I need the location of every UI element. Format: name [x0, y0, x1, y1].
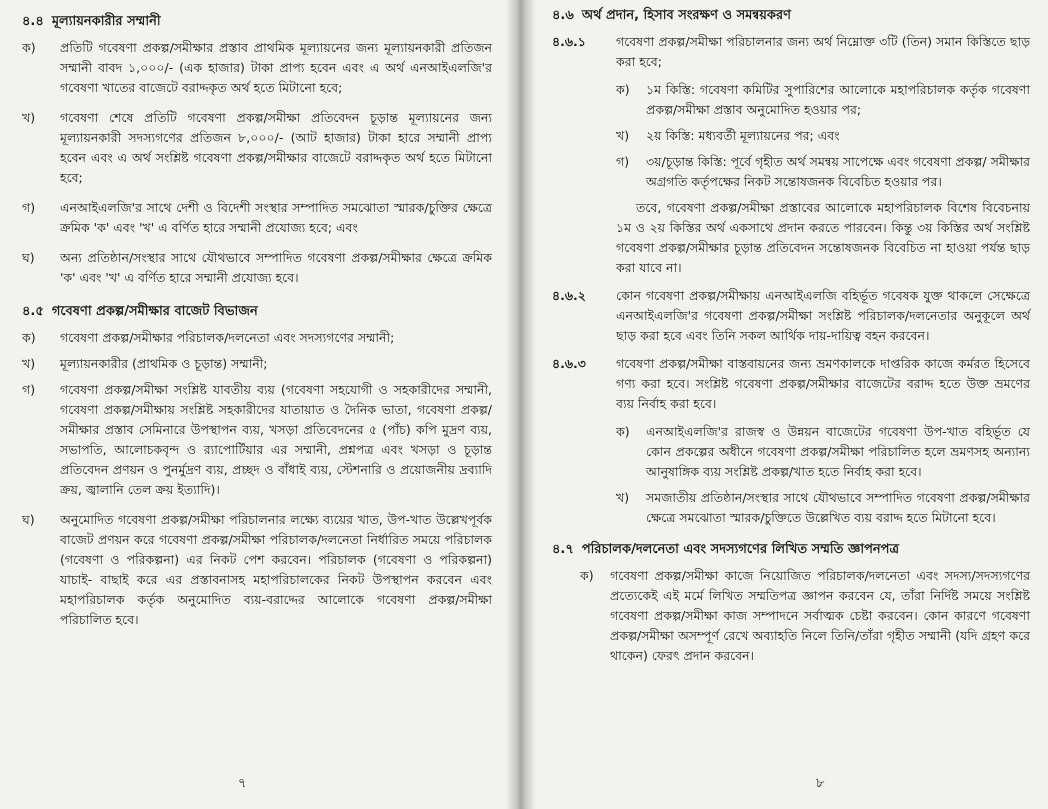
section-title-4-4: [22, 12, 492, 32]
subsection-4-6-3: [552, 354, 1030, 414]
item-label: ক): [580, 568, 594, 583]
item-label: ঘ): [22, 512, 35, 527]
left-page: [0, 0, 516, 809]
subsection-number: ৪.৬.২: [552, 288, 586, 303]
section-heading: পরিচালক/দলনেতা এবং সদস্যগণের লিখিত সম্মতি জ্ঞাপনপত্র: [581, 542, 900, 557]
list-item: [22, 328, 492, 348]
item-text: ২য় কিস্তি: মধ্যবর্তী মূল্যায়নের পর; এবং: [646, 128, 840, 143]
subsection-text: গবেষণা প্রকল্প/সমীক্ষা পরিচালনার জন্য অর্থ নিম্নোক্ত ৩টি (তিন) সমান কিস্তিতে ছাড় করা হবে;: [616, 34, 1030, 69]
item-label: গ): [22, 200, 36, 215]
list-item: [22, 38, 492, 98]
item-label: খ): [22, 356, 36, 371]
list-item: [616, 422, 1030, 482]
item-label: ক): [616, 424, 630, 439]
item-text: মূল্যায়নকারীর (প্রাথমিক ও চূড়ান্ত) সম্মানী;: [60, 356, 268, 371]
list-item: [616, 488, 1030, 528]
page-number: ৮: [816, 776, 825, 791]
subsection-4-6-1: [552, 32, 1030, 72]
item-text: এনআইএলজি'র সাথে দেশী ও বিদেশী সংস্থার সম্পাদিত সমঝোতা স্মারক/চুক্তির ক্ষেত্রে ক্রমিক 'ক' এবং 'খ' এ বর্ণিত হারে সম্মানী প্রযোজ্য হবে; এবং: [60, 200, 492, 235]
item-label: খ): [616, 490, 630, 505]
page-number: ৭: [238, 776, 247, 791]
list-item: [22, 198, 492, 238]
subsection-text: গবেষণা প্রকল্প/সমীক্ষা বাস্তবায়নের জন্য ভ্রমণকালকে দাপ্তরিক কাজে কর্মরত হিসেবে গণ্য করা হবে। সংশ্লিষ্ট গবেষণা প্রকল্প/সমীক্ষার বাজেটের বরাদ্দ হতে উক্ত ভ্রমণের ব্যয় নির্বাহ করা হবে।: [616, 356, 1030, 411]
item-label: ক): [22, 40, 36, 55]
item-text: গবেষণা শেষে প্রতিটি গবেষণা প্রকল্প/সমীক্ষা প্রতিবেদন চূড়ান্ত মূল্যায়নের জন্য মূল্যায়নকারী সদস্যগণের প্রতিজন ৮,০০০/- (আট হাজার) টাকা হারে সম্মানী প্রাপ্য হবেন এবং এ অর্থ সংশ্লিষ্ট গবেষণা প্রকল্প/সমীক্ষার বাজেটে বরাদ্দকৃত অর্থ হতে মিটানো হবে;: [60, 110, 492, 185]
item-label: ক): [616, 82, 630, 97]
item-label: গ): [616, 154, 630, 169]
item-label: গ): [22, 382, 36, 397]
section-heading: অর্থ প্রদান, হিসাব সংরক্ষণ ও সমন্বয়করণ: [581, 8, 792, 23]
subsection-number: ৪.৬.১: [552, 34, 586, 49]
item-text: ৩য়/চূড়ান্ত কিস্তি: পূর্বে গৃহীত অর্থ সমন্বয় সাপেক্ষে এবং গবেষণা প্রকল্প/ সমীক্ষার অগ্রগতি কর্তৃপক্ষের নিকট সন্তোষজনক বিবেচিত হওয়ার পর।: [646, 154, 1030, 189]
subsection-note: তবে, গবেষণা প্রকল্প/সমীক্ষা প্রস্তাবের আলোকে মহাপরিচালক বিশেষ বিবেচনায় ১ম ও ২য় কিস্তির অর্থ একসাথে প্রদান করতে পারবেন। কিন্তু ৩য় কিস্তির অর্থ সংশ্লিষ্ট গবেষণা প্রকল্প/সমীক্ষার চূড়ান্ত প্রতিবেদন সন্তোষজনক বিবেচিত না হাওয়া পর্যন্ত ছাড় করা যাবে না।: [616, 200, 1030, 275]
right-page: [516, 0, 1048, 809]
section-title-4-7: [552, 540, 1030, 560]
item-text: গবেষণা প্রকল্প/সমীক্ষার পরিচালক/দলনেতা এবং সদস্যগণের সম্মানী;: [60, 330, 395, 345]
list-item: [22, 248, 492, 288]
section-title-4-6: [552, 6, 1030, 26]
item-text: ১ম কিস্তি: গবেষণা কমিটির সুপারিশের আলোকে মহাপরিচালক কর্তৃক গবেষণা প্রকল্প/সমীক্ষা প্রস্তাব অনুমোদিত হওয়ার পর;: [646, 82, 1030, 117]
item-text: এনআইএলজি'র রাজস্ব ও উন্নয়ন বাজেটের গবেষণা উপ-খাত বহির্ভূত যে কোন প্রকল্পের অধীনে গবেষণা প্রকল্প/সমীক্ষা পরিচালিত হলে ভ্রমণসহ অন্যান্য আনুষাঙ্গিক ব্যয় সংশ্লিষ্ট প্রকল্প/খাত হতে নির্বাহ করা হবে।: [646, 424, 1030, 479]
list-item: [580, 566, 1030, 666]
item-text: গবেষণা প্রকল্প/সমীক্ষা সংশ্লিষ্ট যাবতীয় ব্যয় (গবেষণা সহযোগী ও সহকারীদের সম্মানী, গবেষণা প্রকল্প/সমীক্ষায় সংশ্লিষ্ট সহকারীদের যাতায়াত ও দৈনিক ভাতা, গবেষণা প্রকল্প/সমীক্ষার প্রস্তাব সেমিনারে উপস্থাপন ব্যয়, খসড়া প্রতিবেদনের ৫ (পাঁচ) কপি মুদ্রণ ব্যয়, সভাপতি, আলোচকবৃন্দ ও র‍্যাপোর্টিয়ার এর সম্মানী, প্রশ্নপত্র এবং খসড়া ও চূড়ান্ত প্রতিবেদন প্রণয়ন ও পুনর্মুদ্রণ ব্যয়, প্রচ্ছদ ও বাঁধাই ব্যয়, স্টেশনারি ও প্রয়োজনীয় দ্রব্যাদি ক্রয়, জ্বালানি তেল ক্রয় ইত্যাদি)।: [60, 382, 492, 497]
list-item: [616, 152, 1030, 192]
section-number: ৪.৬: [552, 8, 574, 23]
section-title-4-5: [22, 302, 492, 322]
section-number: ৪.৪: [22, 14, 44, 29]
list-item: [22, 108, 492, 188]
item-label: ঘ): [22, 250, 35, 265]
section-number: ৪.৭: [552, 542, 574, 557]
subsection-4-6-2: [552, 286, 1030, 346]
list-item: [22, 380, 492, 500]
list-item: [616, 80, 1030, 120]
list-item: [616, 126, 1030, 146]
subsection-text: কোন গবেষণা প্রকল্প/সমীক্ষায় এনআইএলজি বহির্ভূত গবেষক যুক্ত থাকলে সেক্ষেত্রে এনআইএলজি'র গবেষণা প্রকল্প/সমীক্ষা সংশ্লিষ্ট পরিচালক/দলনেতার অনুকূলে অর্থ ছাড় করা হবে এবং তিনি সকল আর্থিক দায়-দায়িত্ব বহন করবেন।: [616, 288, 1030, 343]
item-label: খ): [616, 128, 630, 143]
section-heading: মূল্যায়নকারীর সম্মানী: [51, 14, 161, 29]
item-label: ক): [22, 330, 36, 345]
item-text: গবেষণা প্রকল্প/সমীক্ষা কাজে নিয়োজিত পরিচালক/দলনেতা এবং সদস্য/সদস্যগণের প্রত্যেকেই এই মর্মে লিখিত সম্মতিপত্র জ্ঞাপন করবেন যে, তাঁরা নির্দিষ্ট সময়ে সংশ্লিষ্ট গবেষণা প্রকল্প/সমীক্ষা কাজ সম্পাদনে সর্বাত্মক চেষ্টা করবেন। কোন কারণে গবেষণা প্রকল্প/সমীক্ষা অসম্পূর্ণ রেখে অব্যাহতি নিলে তিনি/তাঁরা গৃহীত সম্মানী (যদি গ্রহণ করে থাকেন) ফেরৎ প্রদান করবেন।: [610, 568, 1030, 663]
list-item: [22, 510, 492, 630]
item-text: অনুমোদিত গবেষণা প্রকল্প/সমীক্ষা পরিচালনার লক্ষ্যে ব্যয়ের খাত, উপ-খাত উল্লেখপূর্বক বাজেট প্রণয়ন করে গবেষণা প্রকল্প/সমীক্ষা পরিচালক/দলনেতা নির্ধারিত সময়ে পরিচালক (গবেষণা ও পরিকল্পনা) এর নিকট পেশ করবেন। পরিচালক (গবেষণা ও পরিকল্পনা) যাচাই- বাছাই করে এর প্রস্তাবনাসহ মহাপরিচালকের নিকট উপস্থাপন করবেন এবং মহাপরিচালক কর্তৃক অনুমোদিত ব্যয়-বরাদ্দের আলোকে গবেষণা প্রকল্প/সমীক্ষা পরিচালিত হবে।: [60, 512, 492, 627]
item-text: প্রতিটি গবেষণা প্রকল্প/সমীক্ষার প্রস্তাব প্রাথমিক মূল্যায়নের জন্য মূল্যায়নকারী প্রতিজন সম্মানী বাবদ ১,০০০/- (এক হাজার) টাকা প্রাপ্য হবেন এবং এ অর্থ এনআইএলজি'র গবেষণা খাতের বাজেটে বরাদ্দকৃত অর্থ হতে মিটানো হবে;: [60, 40, 492, 95]
item-text: অন্য প্রতিষ্ঠান/সংস্থার সাথে যৌথভাবে সম্পাদিত গবেষণা প্রকল্প/সমীক্ষার ক্ষেত্রে ক্রমিক 'ক' এবং 'খ' এ বর্ণিত হারে সম্মানী প্রযোজ্য হবে।: [60, 250, 492, 285]
section-number: ৪.৫: [22, 304, 44, 319]
subsection-number: ৪.৬.৩: [552, 356, 586, 371]
item-label: খ): [22, 110, 36, 125]
section-heading: গবেষণা প্রকল্প/সমীক্ষার বাজেট বিভাজন: [51, 304, 258, 319]
list-item: [22, 354, 492, 374]
item-text: সমজাতীয় প্রতিষ্ঠান/সংস্থার সাথে যৌথভাবে সম্পাদিত গবেষণা প্রকল্প/সমীক্ষার ক্ষেত্রে সমঝোতা স্মারক/চুক্তিতে উল্লেখিত ব্যয় বরাদ্দ হতে মিটানো হবে।: [646, 490, 1030, 525]
